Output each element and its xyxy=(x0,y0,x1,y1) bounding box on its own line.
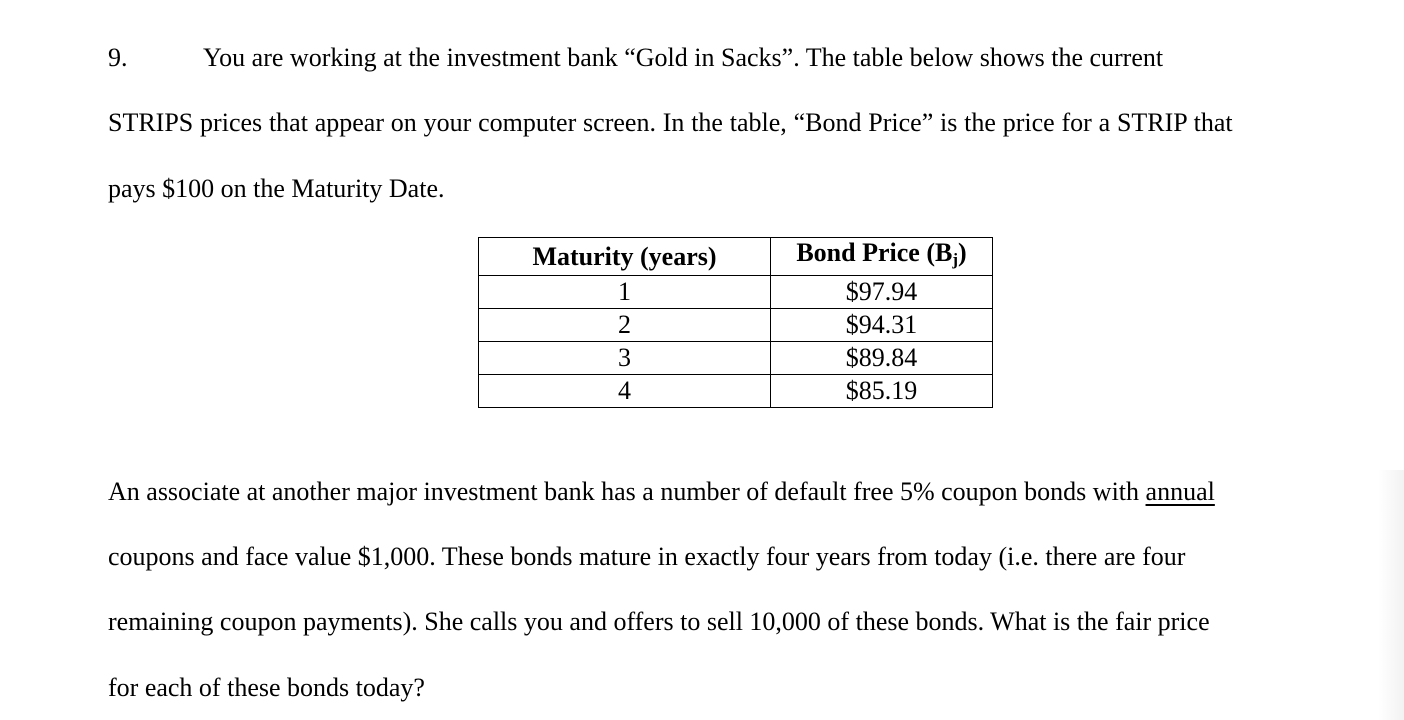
header-maturity: Maturity (years) xyxy=(479,238,771,276)
maturity-cell: 2 xyxy=(479,309,771,342)
price-cell: $94.31 xyxy=(771,309,993,342)
body-line-4-text: An associate at another major investment bank has a number of default free 5% coupon bonds with xyxy=(108,477,1146,506)
header-bond-price-subscript: j xyxy=(952,250,958,269)
annual-underlined-word: annual xyxy=(1145,477,1215,506)
table-row xyxy=(479,375,993,408)
table-row xyxy=(479,342,993,375)
maturity-cell: 4 xyxy=(479,375,771,408)
maturity-cell: 1 xyxy=(479,276,771,309)
header-bond-price xyxy=(771,238,993,276)
header-bond-price-close: ) xyxy=(958,238,967,267)
header-bond-price-text: Bond Price (B xyxy=(796,238,953,267)
strips-price-table xyxy=(478,237,993,408)
body-line-6: remaining coupon payments). She calls you and offers to sell 10,000 of these bonds. What is the fair price xyxy=(108,607,1210,636)
table-row xyxy=(479,276,993,309)
table-header-row xyxy=(479,238,993,276)
page-edge-shadow xyxy=(1378,470,1404,720)
question-number: 9. xyxy=(108,43,128,72)
question-intro-line-1: You are working at the investment bank “Gold in Sacks”. The table below shows the current xyxy=(203,43,1164,72)
question-intro-line-3: pays $100 on the Maturity Date. xyxy=(108,174,445,203)
body-line-7: for each of these bonds today? xyxy=(108,673,425,702)
table-row xyxy=(479,309,993,342)
maturity-cell: 3 xyxy=(479,342,771,375)
question-intro-line-2: STRIPS prices that appear on your computer screen. In the table, “Bond Price” is the price for a STRIP that xyxy=(108,108,1233,137)
price-cell: $89.84 xyxy=(771,342,993,375)
price-cell: $97.94 xyxy=(771,276,993,309)
body-line-5: coupons and face value $1,000. These bonds mature in exactly four years from today (i.e. there are four xyxy=(108,542,1186,571)
body-line-4 xyxy=(108,477,1215,507)
price-cell: $85.19 xyxy=(771,375,993,408)
